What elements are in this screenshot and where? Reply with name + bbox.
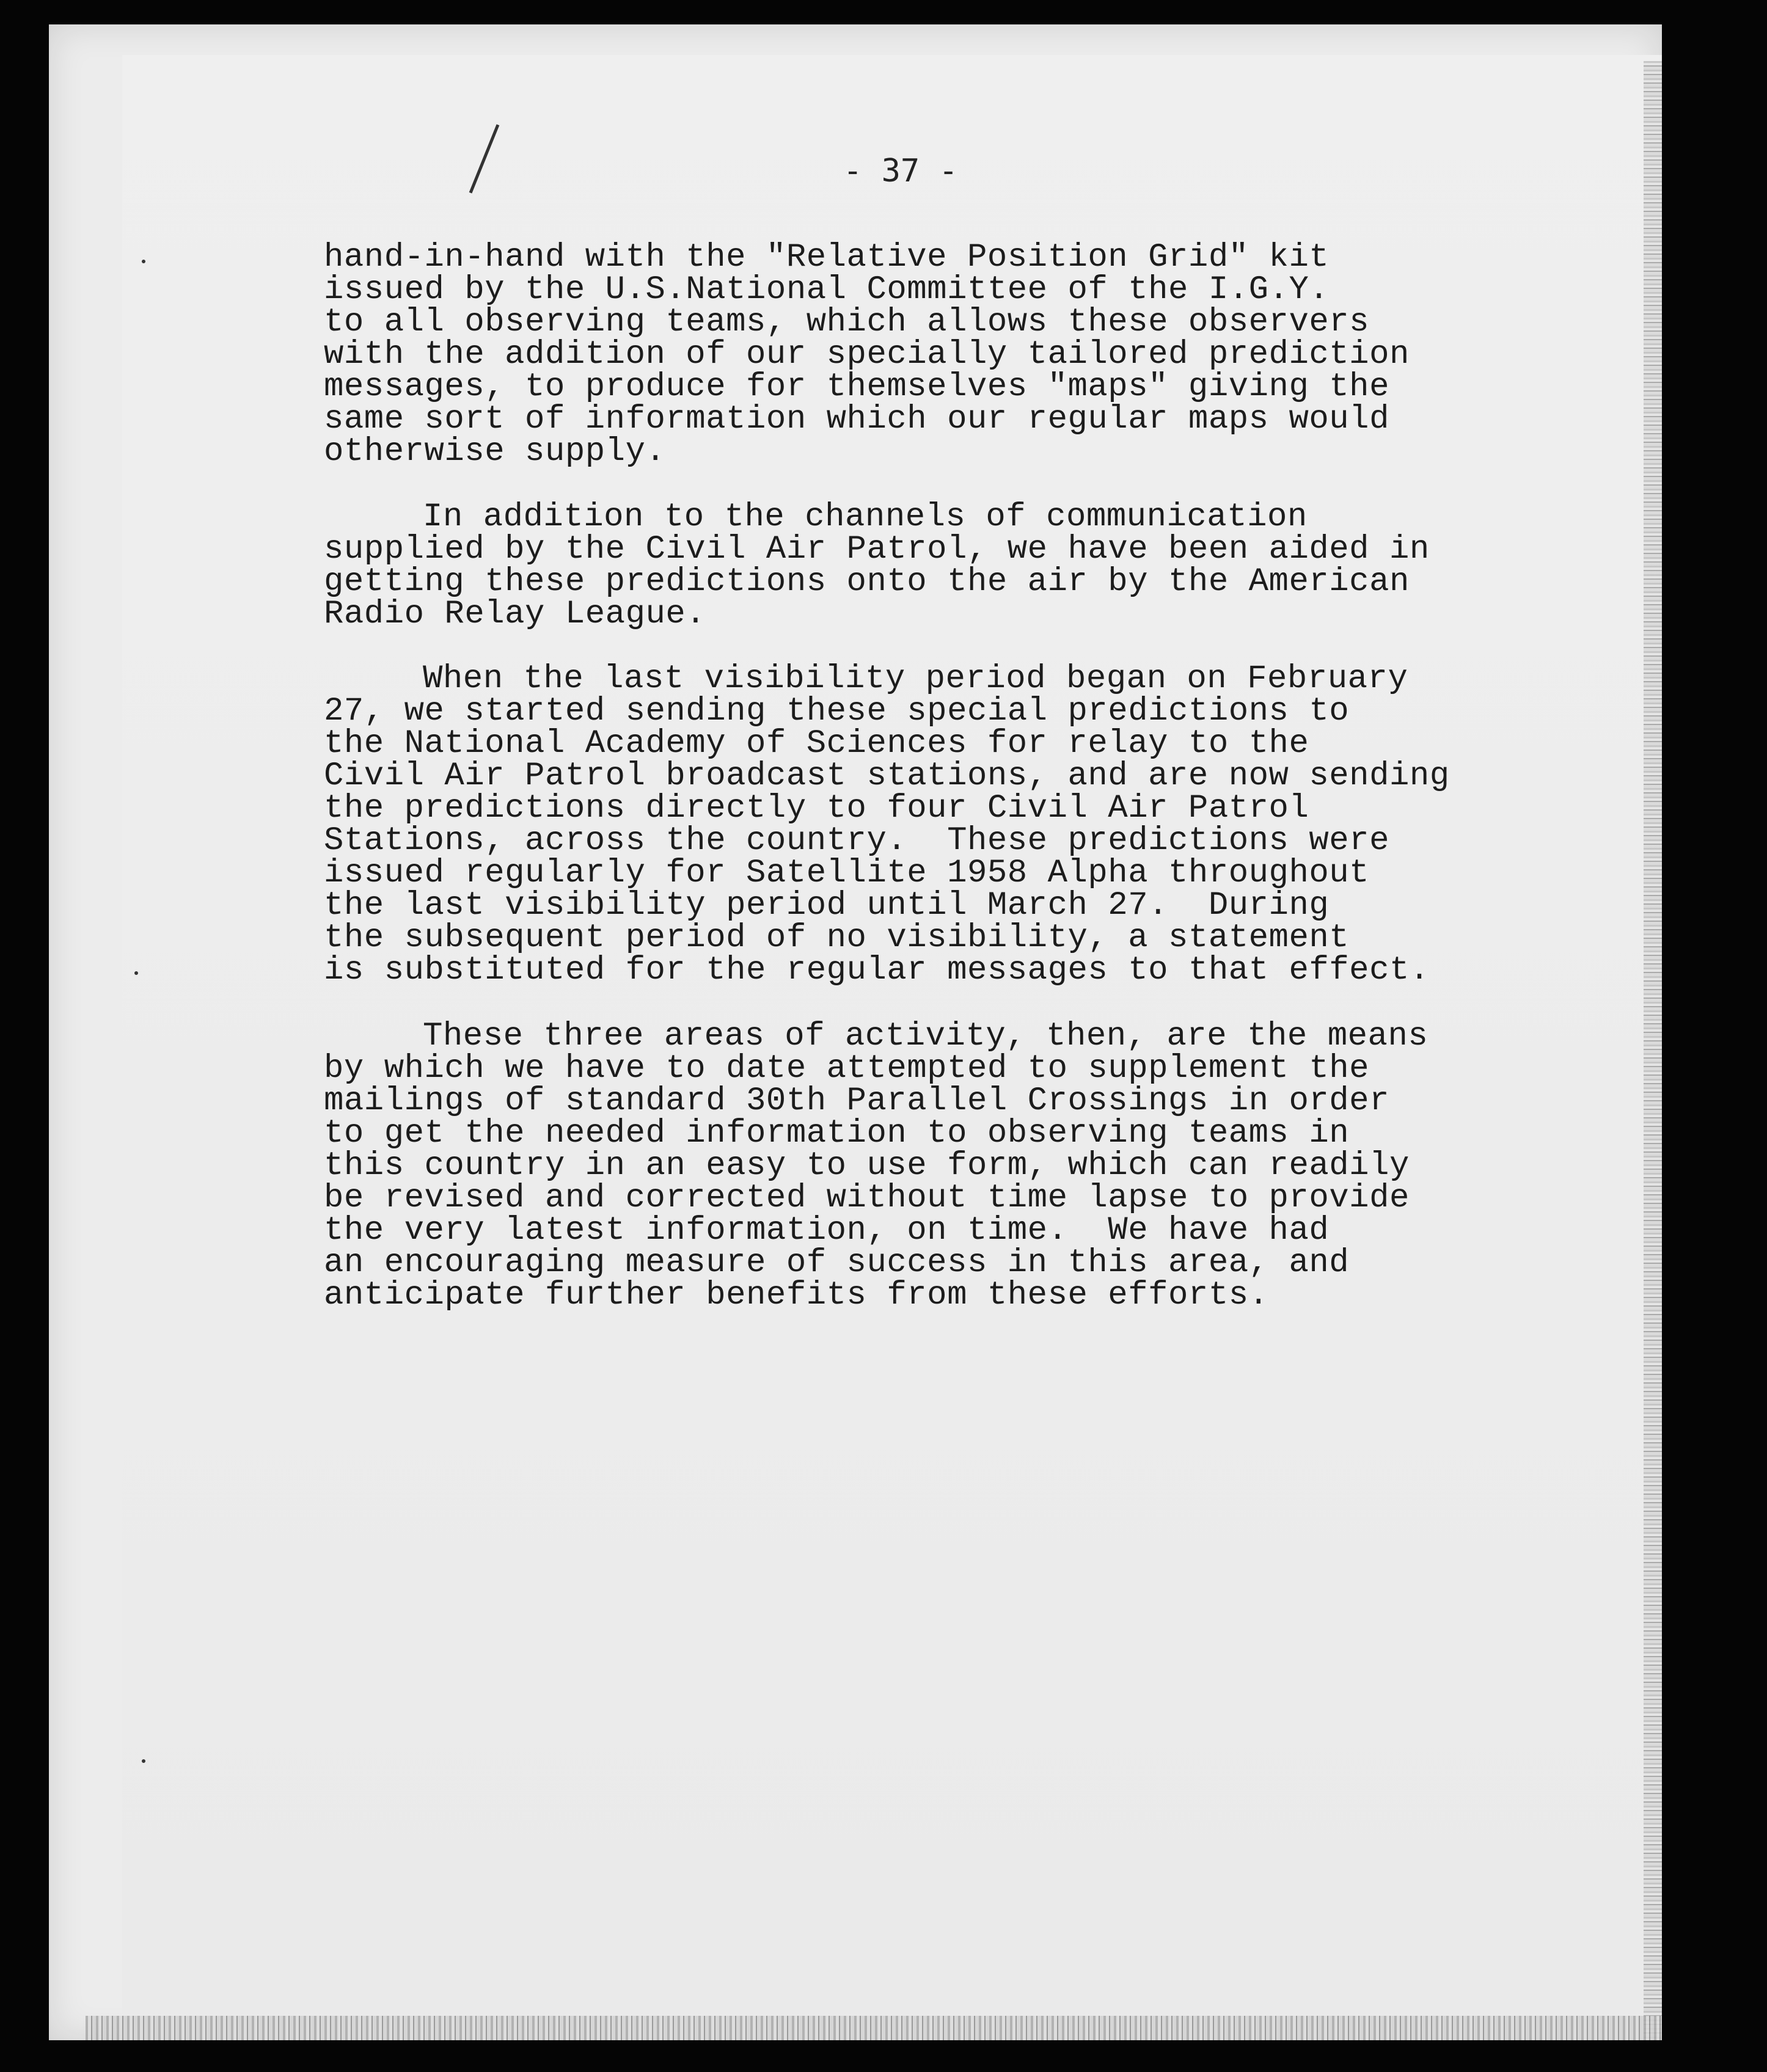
text-line: same sort of information which our regular maps would: [324, 401, 1389, 438]
text-line: Radio Relay League.: [324, 596, 706, 633]
text-line: with the addition of our specially tailored prediction: [324, 336, 1410, 373]
text-line: messages, to produce for themselves "maps" giving the: [324, 368, 1389, 406]
text-line: Stations, across the country. These predictions were: [324, 822, 1389, 859]
text-line: Civil Air Patrol broadcast stations, and are now sending: [324, 757, 1450, 795]
text-line: issued regularly for Satellite 1958 Alpha throughout: [324, 855, 1370, 892]
margin-dot: [134, 971, 138, 975]
text-line: the subsequent period of no visibility, a statement: [324, 919, 1350, 957]
text-line: this country in an easy to use form, which can readily: [324, 1147, 1410, 1184]
paragraph-2: [324, 498, 1430, 633]
text-line: the National Academy of Sciences for relay to the: [324, 725, 1309, 762]
text-line: be revised and corrected without time lapse to provide: [324, 1180, 1410, 1217]
text-line: the last visibility period until March 27. During: [324, 887, 1330, 924]
paragraph-3: [324, 660, 1450, 989]
page-edge-right: [1644, 61, 1662, 2040]
text-line: an encouraging measure of success in this area, and: [324, 1244, 1350, 1282]
page-number: - 37 -: [843, 153, 958, 189]
text-line: is substituted for the regular messages to that effect.: [324, 952, 1430, 989]
text-line: hand-in-hand with the "Relative Position Grid" kit: [324, 239, 1330, 276]
text-line: by which we have to date attempted to supplement the: [324, 1050, 1370, 1087]
text-line: otherwise supply.: [324, 433, 666, 470]
paragraph-1: [324, 241, 1410, 468]
margin-dot: [142, 260, 145, 263]
page-edge-bottom: [86, 2016, 1662, 2040]
text-line: mailings of standard 30th Parallel Crossings in order: [324, 1082, 1389, 1120]
text-line: supplied by the Civil Air Patrol, we have been aided in: [324, 531, 1430, 568]
text-line: the very latest information, on time. We have had: [324, 1212, 1330, 1249]
text-line: getting these predictions onto the air by the American: [324, 563, 1410, 600]
margin-dot: [142, 1759, 145, 1763]
paragraph-4: [324, 1018, 1429, 1314]
text-line: the predictions directly to four Civil Air Patrol: [324, 790, 1309, 827]
text-line: anticipate further benefits from these efforts.: [324, 1277, 1269, 1314]
text-line: In addition to the channels of communication: [423, 498, 1308, 536]
text-line: to all observing teams, which allows these observers: [324, 304, 1370, 341]
text-line: These three areas of activity, then, are the means: [423, 1018, 1429, 1055]
text-line: 27, we started sending these special predictions to: [324, 693, 1350, 730]
text-line: issued by the U.S.National Committee of the I.G.Y.: [324, 271, 1330, 308]
text-line: to get the needed information to observing teams in: [324, 1115, 1350, 1152]
text-line: When the last visibility period began on February: [423, 660, 1408, 698]
